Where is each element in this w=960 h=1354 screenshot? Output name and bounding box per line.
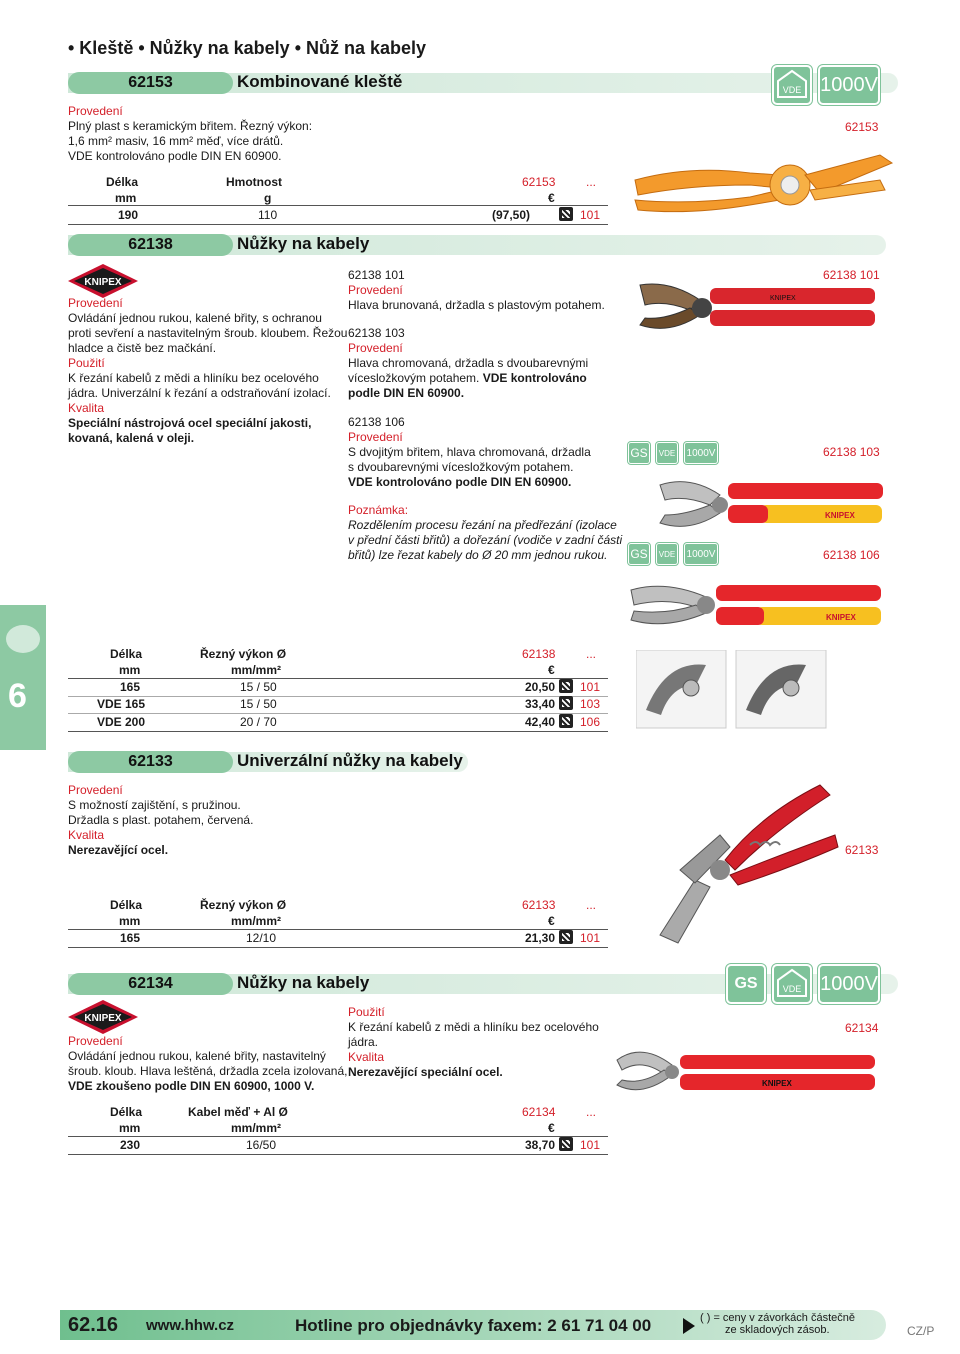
- desc-line-2: 1,6 mm² masiv, 16 mm² měď, více drátů.: [68, 134, 284, 148]
- variant-106-line-1: S dvojitým břitem, hlava chromovaná, držadla: [348, 445, 591, 459]
- cable-shears-103-image: [650, 475, 885, 535]
- col-header-kabel: Kabel měď + Al Ø: [188, 1105, 288, 1119]
- unit-eur: €: [548, 663, 555, 677]
- cable-shears-62134-image: [612, 1040, 882, 1100]
- order-icon: [559, 207, 573, 221]
- knipex-tab-logo: [6, 625, 40, 653]
- col-header-code: 62134: [522, 1105, 556, 1119]
- pouziti-label: Použití: [348, 1005, 385, 1019]
- gs-badge-small: GS: [628, 543, 650, 565]
- provedeni-line-1: Ovládání jednou rukou, kalené břity, nastavitelný: [68, 1049, 326, 1063]
- vde-icon: [774, 67, 810, 103]
- variant-103-line-1: Hlava chromovaná, držadla s dvoubarevnými: [348, 356, 589, 370]
- vde-icon: [774, 966, 810, 1002]
- kvalita-label: Kvalita: [348, 1050, 385, 1064]
- play-arrow-icon: [683, 1318, 695, 1334]
- row-hmotnost: 110: [258, 208, 278, 222]
- 1000v-badge-small: 1000V: [684, 543, 718, 565]
- vde-badge: [772, 65, 812, 105]
- table-bottom-rule: [68, 947, 608, 948]
- note-line-3: břitů) lze řezat kabely do Ø 20 mm jednou rukou.: [348, 548, 608, 562]
- unit-mm-mm2: mm/mm²: [231, 1121, 282, 1135]
- row-2-suffix: 103: [580, 697, 601, 711]
- cable-shears-101-image: [630, 280, 880, 340]
- desc-line-1: Plný plast s keramickým břitem. Řezný výkon:: [68, 119, 313, 133]
- variant-106-label: Provedení: [348, 430, 403, 444]
- variant-103-code: 62138 103: [348, 326, 405, 340]
- svg-text:KNIPEX: KNIPEX: [825, 511, 855, 520]
- table-rule: [68, 205, 608, 206]
- website-link[interactable]: www.hhw.cz: [146, 1317, 235, 1334]
- provedeni-line-2: proti sevření a nastavitelným šroub. kloubem. Řežou: [68, 326, 348, 340]
- chapter-tab: [0, 605, 46, 750]
- provedeni-label: Provedení: [68, 1034, 123, 1048]
- row-3-price: 42,40: [525, 715, 556, 729]
- svg-text:KNIPEX: KNIPEX: [826, 613, 856, 622]
- svg-text:KNIPEX: KNIPEX: [84, 277, 122, 288]
- section-code: 62138: [68, 234, 233, 256]
- kvalita-text: Nerezavějící ocel.: [68, 843, 169, 857]
- row-suffix: 101: [580, 931, 601, 945]
- row-divider: [68, 713, 608, 714]
- vde-badge: [772, 964, 812, 1004]
- image-code: 62133: [845, 843, 879, 857]
- footer-note-2: ze skladových zásob.: [725, 1324, 830, 1336]
- row-delka: 230: [120, 1138, 141, 1152]
- col-header-delka: Délka: [110, 647, 143, 661]
- row-delka: 165: [120, 931, 141, 945]
- image-code-101: 62138 101: [823, 268, 880, 282]
- shears-62133-image: [640, 775, 840, 945]
- variant-101-text: Hlava brunovaná, držadla s plastovým potahem.: [348, 298, 605, 312]
- variant-103-vde-1: VDE kontrolováno: [482, 371, 587, 385]
- row-suffix: 101: [580, 208, 601, 222]
- knipex-logo: [68, 264, 138, 298]
- section-code: 62133: [68, 751, 233, 773]
- order-icon: [559, 714, 573, 728]
- variant-106-line-2: s dvoubarevnými vícesložkovým potahem.: [348, 460, 574, 474]
- shears-head-closeup-image: [636, 650, 836, 730]
- col-header-code: 62153: [522, 175, 556, 189]
- variant-103-label: Provedení: [348, 341, 403, 355]
- table-62138: [68, 647, 608, 732]
- row-price: 38,70: [525, 1138, 556, 1152]
- row-3-vykon: 20 / 70: [240, 715, 277, 729]
- gs-badge-small: GS: [628, 442, 650, 464]
- provedeni-label: Provedení: [68, 104, 123, 118]
- unit-eur: €: [548, 1121, 555, 1135]
- row-2-price: 33,40: [525, 697, 556, 711]
- order-icon: [559, 1137, 573, 1151]
- variant-103-vde-2: podle DIN EN 60900.: [348, 386, 465, 400]
- row-price: 21,30: [525, 931, 556, 945]
- col-header-hmotnost: Hmotnost: [226, 175, 282, 189]
- kvalita-label: Kvalita: [68, 401, 105, 415]
- cable-shears-106-image: [626, 575, 886, 635]
- col-header-ellipsis: ...: [586, 898, 597, 912]
- col-header-vykon: Řezný výkon Ø: [200, 898, 287, 912]
- svg-text:KNIPEX: KNIPEX: [84, 1013, 122, 1024]
- col-header-ellipsis: ...: [586, 647, 597, 661]
- variant-103-line-2: [348, 371, 587, 386]
- svg-text:KNIPEX: KNIPEX: [770, 295, 796, 302]
- unit-mm: mm: [119, 663, 141, 677]
- kvalita-line-1: Speciální nástrojová ocel speciální jakosti,: [68, 416, 312, 430]
- row-price: (97,50): [492, 208, 531, 222]
- variant-101-label: Provedení: [348, 283, 403, 297]
- provedeni-line-1: S možností zajištění, s pružinou.: [68, 798, 241, 812]
- kvalita-line-2: kovaná, kalená v oleji.: [68, 431, 195, 445]
- table-bottom-rule: [68, 731, 608, 732]
- variant-106-vde: VDE kontrolováno podle DIN EN 60900.: [348, 475, 572, 489]
- image-code-103: 62138 103: [823, 445, 880, 459]
- 1000v-badge: 1000V: [818, 65, 880, 105]
- provedeni-vde: VDE zkoušeno podle DIN EN 60900, 1000 V.: [68, 1079, 315, 1093]
- vde-badge-small: VDE: [656, 543, 678, 565]
- unit-mm: mm: [119, 914, 141, 928]
- row-suffix: 101: [580, 1138, 601, 1152]
- variant-106-code: 62138 106: [348, 415, 405, 429]
- provedeni-label: Provedení: [68, 296, 123, 310]
- note-line-1: Rozdělením procesu řezání na předřezání (izolace: [348, 518, 617, 532]
- svg-text:VDE: VDE: [782, 984, 802, 994]
- image-code-106: 62138 106: [823, 548, 880, 562]
- row-2-vykon: 15 / 50: [240, 697, 277, 711]
- col-header-ellipsis: ...: [586, 1105, 597, 1119]
- note-label: Poznámka:: [348, 503, 409, 517]
- section-title: Nůžky na kabely: [237, 973, 370, 992]
- svg-text:VDE: VDE: [782, 85, 802, 95]
- table-62134: [68, 1105, 608, 1155]
- page-title: • Kleště • Nůžky na kabely • Nůž na kabely: [68, 38, 427, 58]
- provedeni-label: Provedení: [68, 783, 123, 797]
- unit-mm: mm: [119, 1121, 141, 1135]
- unit-mm-mm2: mm/mm²: [231, 914, 282, 928]
- pouziti-line-1: K řezání kabelů z mědi a hliníku bez ocelového: [348, 1020, 599, 1034]
- language-code: CZ/P: [907, 1324, 935, 1338]
- table-62133: [68, 898, 608, 948]
- pouziti-label: Použití: [68, 356, 105, 370]
- image-code: 62153: [845, 120, 879, 134]
- pouziti-line-1: K řezání kabelů z mědi a hliníku bez ocelového: [68, 371, 319, 385]
- 1000v-badge: 1000V: [818, 964, 880, 1004]
- section-code: 62153: [68, 72, 233, 94]
- unit-eur: €: [548, 914, 555, 928]
- desc-line-3: VDE kontrolováno podle DIN EN 60900.: [68, 149, 282, 163]
- unit-mm: mm: [115, 191, 137, 205]
- col-header-delka: Délka: [110, 898, 143, 912]
- col-header-code: 62138: [522, 647, 556, 661]
- image-code: 62134: [845, 1021, 879, 1035]
- 1000v-badge-small: 1000V: [684, 442, 718, 464]
- note-line-2: v přední části břitů) a dořezání (vodiče v zadní části: [348, 533, 623, 547]
- kvalita-label: Kvalita: [68, 828, 105, 842]
- row-3-suffix: 106: [580, 715, 601, 729]
- unit-g: g: [264, 191, 272, 205]
- row-2-delka: VDE 165: [97, 697, 146, 711]
- unit-mm-mm2: mm/mm²: [231, 663, 282, 677]
- chapter-number: 6: [8, 677, 27, 715]
- hotline-text: Hotline pro objednávky faxem: 2 61 71 04 00: [295, 1316, 652, 1335]
- kvalita-text: Nerezavějící speciální ocel.: [348, 1065, 503, 1079]
- unit-eur: €: [548, 191, 555, 205]
- table-rule: [68, 929, 608, 930]
- table-62153: [68, 175, 608, 225]
- footer-note-1: ( ) = ceny v závorkách částečně: [700, 1312, 855, 1324]
- footer: [0, 1310, 960, 1340]
- section-code: 62134: [68, 973, 233, 995]
- provedeni-line-2: šroub. kloub. Hlava leštěná, držadla zcela izolovaná,: [68, 1064, 348, 1078]
- row-vykon: 12/10: [246, 931, 277, 945]
- order-icon: [559, 696, 573, 710]
- row-1-price: 20,50: [525, 680, 556, 694]
- page-number: 62.16: [68, 1314, 119, 1336]
- col-header-code: 62133: [522, 898, 556, 912]
- variant-101-code: 62138 101: [348, 268, 405, 282]
- section-title: Univerzální nůžky na kabely: [237, 751, 463, 770]
- vde-badge-small: VDE: [656, 442, 678, 464]
- table-bottom-rule: [68, 1154, 608, 1155]
- section-title: Kombinované kleště: [237, 72, 403, 91]
- row-1-suffix: 101: [580, 680, 601, 694]
- col-header-delka: Délka: [110, 1105, 143, 1119]
- variant-103-text: vícesložkovým potahem.: [348, 371, 480, 385]
- section-title: Nůžky na kabely: [237, 234, 370, 253]
- table-rule: [68, 1136, 608, 1137]
- table-bottom-rule: [68, 224, 608, 225]
- col-header-ellipsis: ...: [586, 175, 597, 189]
- order-icon: [559, 930, 573, 944]
- svg-text:KNIPEX: KNIPEX: [762, 1079, 792, 1088]
- knipex-logo: [68, 1000, 138, 1034]
- col-header-vykon: Řezný výkon Ø: [200, 647, 287, 661]
- row-3-delka: VDE 200: [97, 715, 146, 729]
- gs-badge: GS: [726, 964, 766, 1004]
- table-rule: [68, 678, 608, 679]
- pliers-62153-image: [630, 135, 900, 215]
- provedeni-line-3: hladce a čistě bez mačkání.: [68, 341, 217, 355]
- pouziti-line-2: jádra. Univerzální k řezání a odstraňování izolací.: [68, 386, 331, 400]
- row-1-vykon: 15 / 50: [240, 680, 277, 694]
- row-delka: 190: [118, 208, 139, 222]
- pouziti-line-2: jádra.: [348, 1035, 379, 1049]
- provedeni-line-2: Držadla s plast. potahem, červená.: [68, 813, 254, 827]
- col-header-delka: Délka: [106, 175, 139, 189]
- order-icon: [559, 679, 573, 693]
- provedeni-line-1: Ovládání jednou rukou, kalené břity, s ochranou: [68, 311, 322, 325]
- row-kabel: 16/50: [246, 1138, 277, 1152]
- row-1-delka: 165: [120, 680, 141, 694]
